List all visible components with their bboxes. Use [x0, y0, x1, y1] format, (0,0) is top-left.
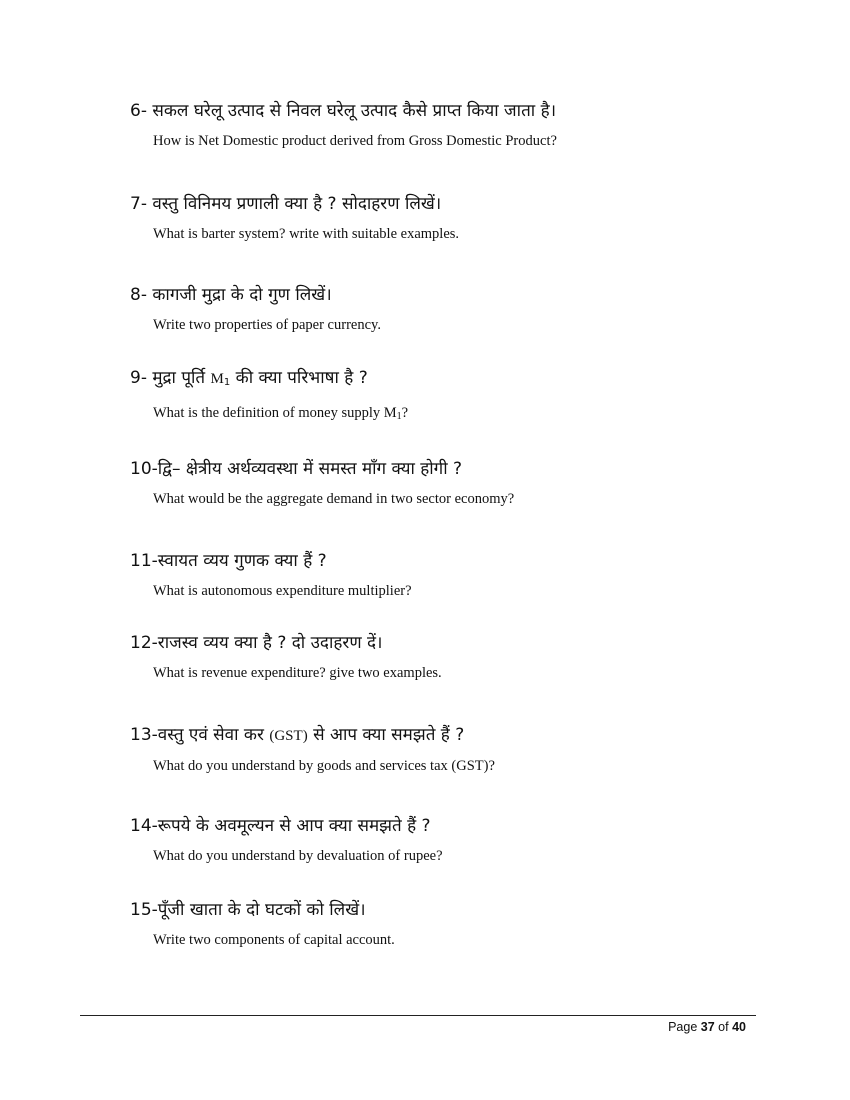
question-13	[130, 723, 770, 776]
question-hindi	[130, 723, 770, 748]
gst-abbreviation: (GST)	[269, 728, 308, 744]
question-6	[130, 99, 770, 151]
question-10	[130, 457, 770, 509]
question-12	[130, 631, 770, 683]
question-hindi: 7- वस्तु विनिमय प्रणाली क्या है ? सोदाहरण लिखें।	[130, 194, 442, 214]
question-7	[130, 192, 770, 244]
question-english: Write two properties of paper currency.	[153, 317, 381, 333]
question-english: How is Net Domestic product derived from Gross Domestic Product?	[153, 133, 557, 149]
question-english: What is revenue expenditure? give two examples.	[153, 665, 442, 681]
question-hindi-prefix: 13-वस्तु एवं सेवा कर	[130, 725, 270, 745]
question-14	[130, 814, 770, 866]
page-word: Page	[668, 1020, 698, 1034]
money-supply-subscript: 1	[396, 411, 402, 422]
question-english: What would be the aggregate demand in two sector economy?	[153, 491, 515, 507]
question-11	[130, 549, 770, 601]
question-hindi: 11-स्वायत व्यय गुणक क्या हैं ?	[130, 551, 327, 571]
question-hindi: 6- सकल घरेलू उत्पाद से निवल घरेलू उत्पाद कैसे प्राप्त किया जाता है।	[130, 101, 557, 121]
question-8	[130, 283, 770, 335]
money-supply-symbol: M	[210, 371, 224, 387]
question-english: What is autonomous expenditure multiplier?	[153, 583, 412, 599]
question-9	[130, 366, 770, 427]
question-english-suffix: ?	[401, 405, 409, 421]
total-pages: 40	[732, 1020, 746, 1034]
question-hindi: 8- कागजी मुद्रा के दो गुण लिखें।	[130, 285, 332, 305]
question-english: What do you understand by goods and services tax (GST)?	[153, 758, 495, 774]
money-supply-subscript: 1	[223, 377, 231, 388]
question-english: What do you understand by devaluation of rupee?	[153, 848, 443, 864]
question-hindi-suffix: से आप क्या समझते हैं ?	[307, 725, 465, 745]
of-word: of	[718, 1020, 729, 1034]
question-hindi: 14-रूपये के अवमूल्यन से आप क्या समझते हैं ?	[130, 816, 431, 836]
page-number	[668, 1020, 746, 1034]
question-hindi-suffix: की क्या परिभाषा है ?	[230, 368, 368, 388]
question-hindi: 12-राजस्व व्यय क्या है ? दो उदाहरण दें।	[130, 633, 383, 653]
question-15	[130, 898, 770, 950]
question-hindi: 15-पूँजी खाता के दो घटकों को लिखें।	[130, 900, 366, 920]
question-english: Write two components of capital account.	[153, 932, 395, 948]
question-hindi-prefix: 9- मुद्रा पूर्ति	[130, 368, 211, 388]
question-english	[153, 403, 770, 427]
question-english-prefix: What is the definition of money supply M	[153, 405, 397, 421]
footer-divider	[80, 1015, 756, 1016]
question-hindi	[130, 366, 770, 395]
question-english: What is barter system? write with suitable examples.	[153, 226, 460, 242]
current-page: 37	[700, 1020, 715, 1034]
question-hindi: 10-द्वि– क्षेत्रीय अर्थव्यवस्था में समस्त माँग क्या होगी ?	[130, 459, 463, 479]
